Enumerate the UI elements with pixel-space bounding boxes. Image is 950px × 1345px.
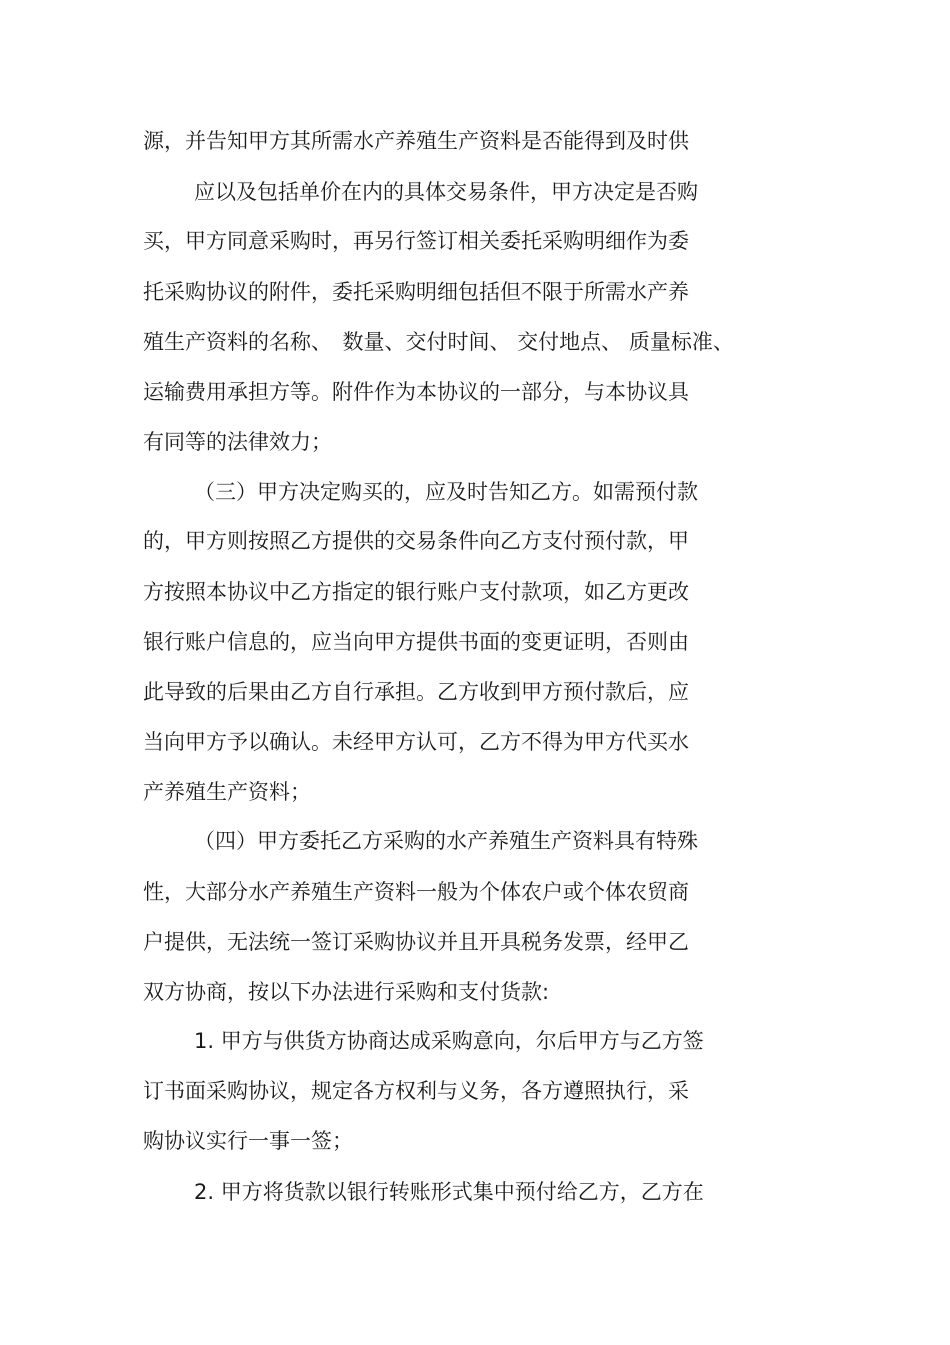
text-line: （四）甲方委托乙方采购的水产养殖生产资料具有特殊 (194, 829, 698, 853)
text-line: 当向甲方予以确认。未经甲方认可，乙方不得为甲方代买水 (143, 730, 689, 754)
text-line: 订书面采购协议，规定各方权利与义务，各方遵照执行，采 (143, 1079, 689, 1103)
text-line: 1. 甲方与供货方协商达成采购意向，尔后甲方与乙方签 (194, 1029, 704, 1053)
text-line: 购协议实行一事一签； (143, 1129, 353, 1153)
text-line: 性，大部分水产养殖生产资料一般为个体农户或个体农贸商 (143, 880, 689, 904)
text-line: 买，甲方同意采购时，再另行签订相关委托采购明细作为委 (143, 229, 689, 253)
text-line: 户提供，无法统一签订采购协议并且开具税务发票，经甲乙 (143, 930, 689, 954)
text-line: 托采购协议的附件，委托采购明细包括但不限于所需水产养 (143, 280, 689, 304)
text-line: 殖生产资料的名称、 数量、交付时间、 交付地点、 质量标准、 (143, 330, 734, 354)
text-line: 运输费用承担方等。附件作为本协议的一部分，与本协议具 (143, 380, 689, 404)
text-line: 银行账户信息的，应当向甲方提供书面的变更证明，否则由 (143, 630, 689, 654)
text-line: 产养殖生产资料； (143, 780, 311, 804)
text-line: 有同等的法律效力； (143, 430, 332, 454)
text-line: 应以及包括单价在内的具体交易条件，甲方决定是否购 (194, 180, 698, 204)
text-line: 双方协商，按以下办法进行采购和支付货款: (143, 980, 550, 1004)
text-line: 此导致的后果由乙方自行承担。乙方收到甲方预付款后，应 (143, 680, 689, 704)
text-line: 方按照本协议中乙方指定的银行账户支付款项，如乙方更改 (143, 580, 689, 604)
text-line: 的，甲方则按照乙方提供的交易条件向乙方支付预付款，甲 (143, 529, 689, 553)
text-line: （三）甲方决定购买的，应及时告知乙方。如需预付款 (194, 480, 698, 504)
text-line: 2. 甲方将货款以银行转账形式集中预付给乙方，乙方在 (194, 1180, 704, 1204)
text-line: 源，并告知甲方其所需水产养殖生产资料是否能得到及时供 (143, 129, 689, 153)
